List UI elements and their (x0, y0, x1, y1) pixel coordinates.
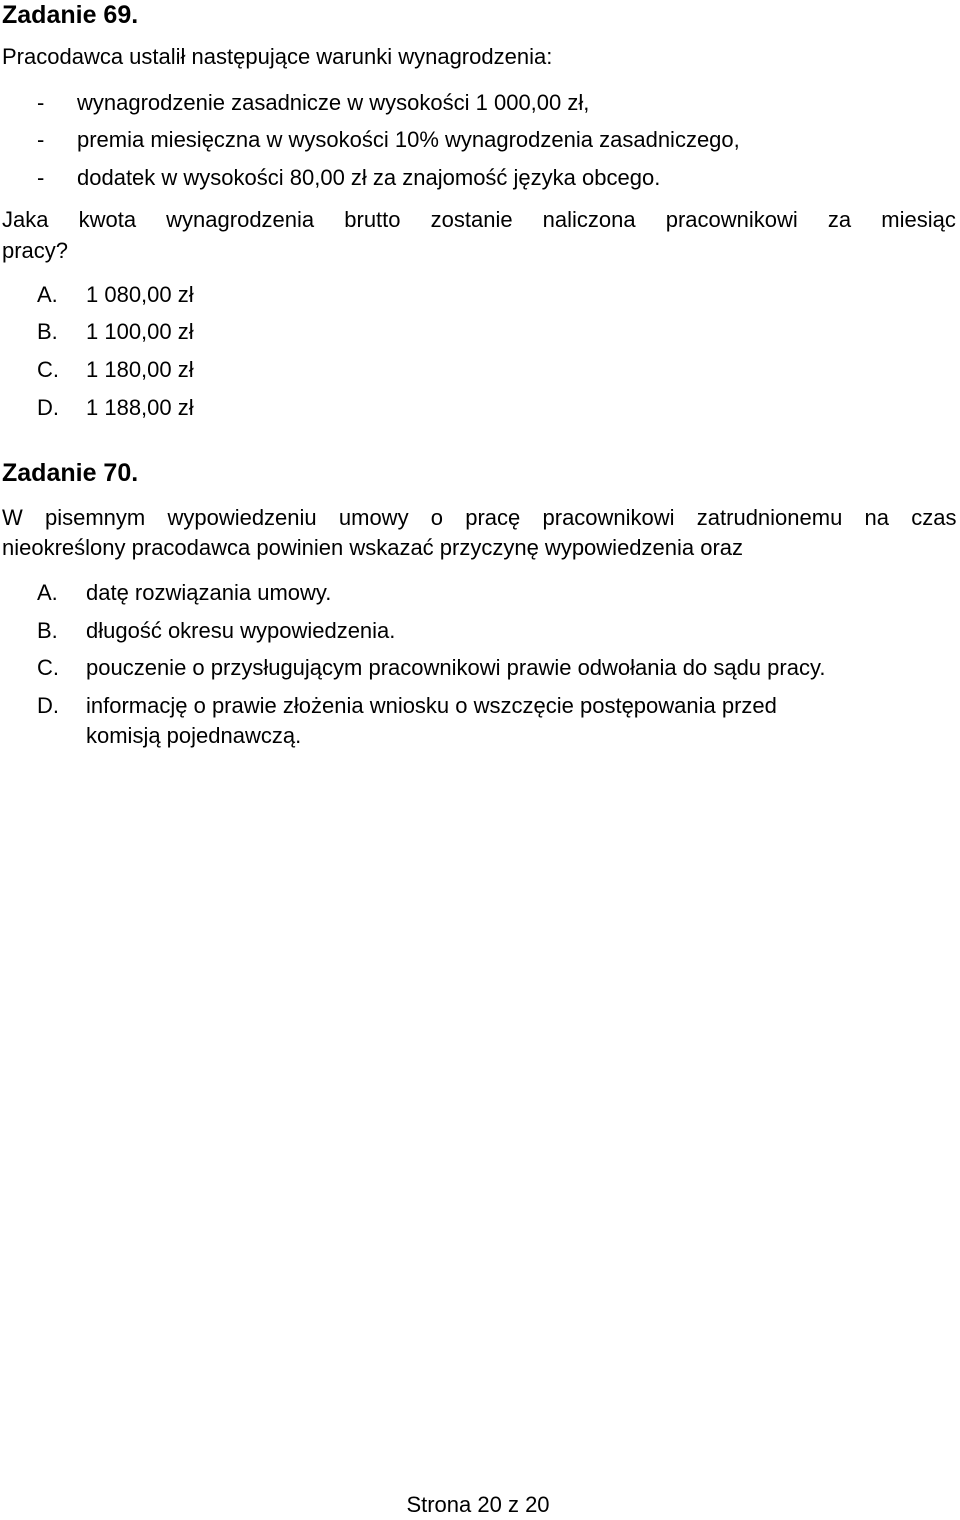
option-letter-c: C. (37, 655, 59, 680)
option-b-text: 1 100,00 zł (86, 319, 194, 344)
option-b-text: długość okresu wypowiedzenia. (86, 618, 396, 643)
task-70-question-line-2: nieokreślony pracodawca powinien wskazać przyczynę wypowiedzenia oraz (2, 535, 744, 560)
option-letter-d: D. (37, 395, 59, 420)
task-69-question-line-1: Jaka kwota wynagrodzenia brutto zostanie naliczona pracownikowi za miesiąc (2, 207, 956, 232)
option-letter-a: A. (37, 580, 58, 605)
option-d-text: informację o prawie złożenia wniosku o wszczęcie postępowania przed (86, 693, 777, 718)
option-letter-c: C. (37, 357, 59, 382)
option-letter-a: A. (37, 282, 58, 307)
task-69-intro: Pracodawca ustalił następujące warunki wynagrodzenia: (2, 44, 553, 69)
condition-language-allowance: dodatek w wysokości 80,00 zł za znajomość języka obcego. (77, 165, 661, 190)
option-a-text: datę rozwiązania umowy. (86, 580, 332, 605)
list-dash: - (37, 165, 45, 190)
task-69-title: Zadanie 69. (2, 1, 139, 29)
task-70-title: Zadanie 70. (2, 459, 139, 487)
condition-monthly-bonus: premia miesięczna w wysokości 10% wynagrodzenia zasadniczego, (77, 127, 740, 152)
condition-base-salary: wynagrodzenie zasadnicze w wysokości 1 000,00 zł, (77, 90, 590, 115)
list-dash: - (37, 90, 45, 115)
option-c-text: 1 180,00 zł (86, 357, 194, 382)
list-dash: - (37, 127, 45, 152)
option-c-text: pouczenie o przysługującym pracownikowi prawie odwołania do sądu pracy. (86, 655, 826, 680)
page-number: Strona 20 z 20 (406, 1492, 550, 1517)
option-letter-d: D. (37, 693, 59, 718)
option-letter-b: B. (37, 319, 58, 344)
page-number-footer (0, 1490, 960, 1520)
option-d-text: 1 188,00 zł (86, 395, 194, 420)
task-69-question-line-2: pracy? (2, 238, 69, 263)
task-70-question-line-1: W pisemnym wypowiedzeniu umowy o pracę pracownikowi zatrudnionemu na czas (2, 505, 957, 530)
option-a-text: 1 080,00 zł (86, 282, 194, 307)
option-letter-b: B. (37, 618, 58, 643)
option-d-text-continued: komisją pojednawczą. (86, 723, 302, 748)
